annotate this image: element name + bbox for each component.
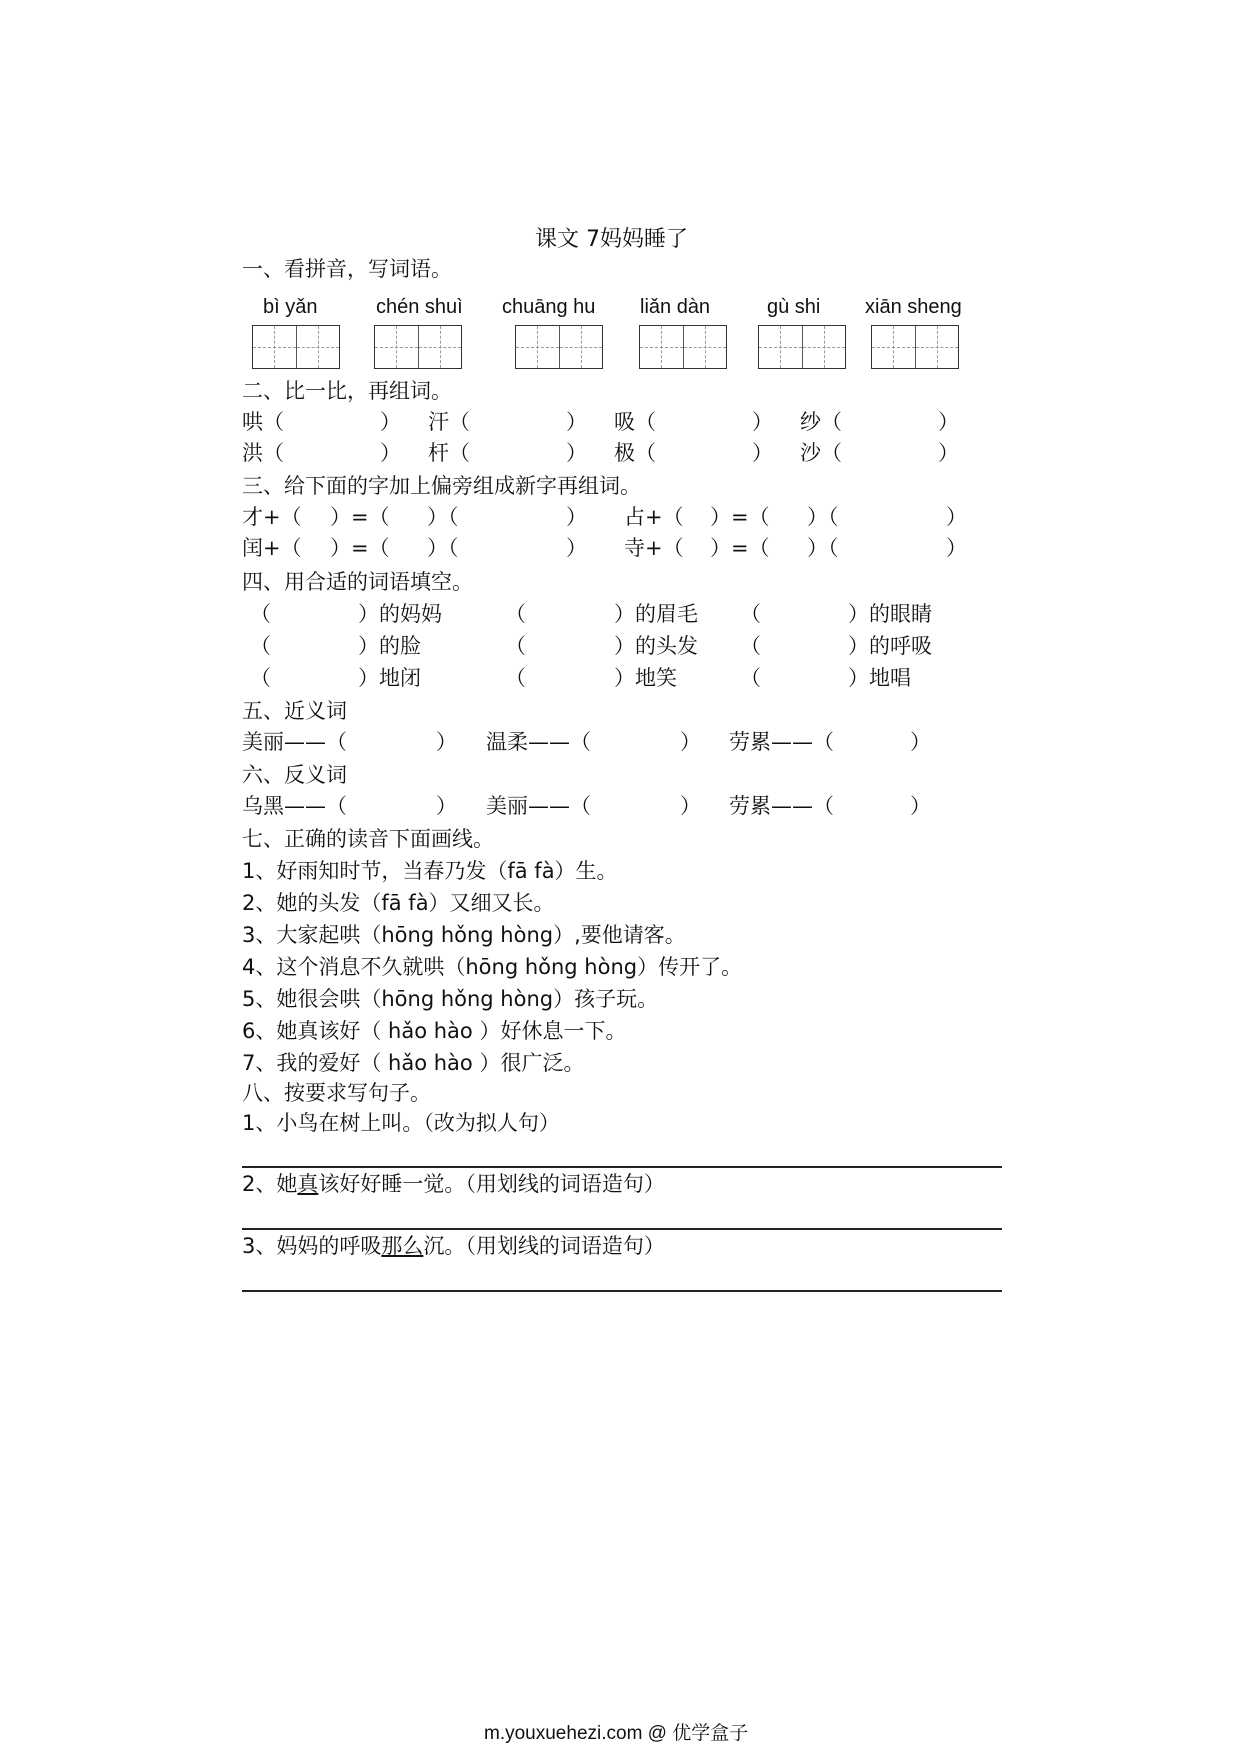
s7-item-5: 5、她很会哄（hōng hǒng hòng）孩子玩。 xyxy=(242,987,659,1011)
s3-r1-c5: 占+（ xyxy=(624,505,684,529)
section1-heading: 一、看拼音，写词语。 xyxy=(242,257,452,281)
s8-q3-pre: 3、妈妈的呼吸 xyxy=(242,1234,382,1258)
s2-r2-c7: 沙（ xyxy=(800,441,842,465)
s6-c2: ） xyxy=(436,794,457,818)
answer-line-3[interactable] xyxy=(242,1290,1002,1292)
s4-r1-c3: （ xyxy=(505,602,526,626)
s5-c3: 温柔——（ xyxy=(486,730,591,754)
s4-r1-c4: ）的眉毛 xyxy=(614,602,698,626)
s2-r1-c8: ） xyxy=(938,410,959,434)
s6-c6: ） xyxy=(910,794,931,818)
answer-line-2[interactable] xyxy=(242,1228,1002,1230)
s7-item-4: 4、这个消息不久就哄（hōng hǒng hòng）传开了。 xyxy=(242,955,743,979)
s4-r1-c1: （ xyxy=(250,602,271,626)
s4-r1-c5: （ xyxy=(740,602,761,626)
s3-r2-c5: 寺+（ xyxy=(624,536,684,560)
s7-item-2: 2、她的头发（fā fà）又细又长。 xyxy=(242,891,555,915)
s3-r2-c8: ） xyxy=(946,536,967,560)
s3-r1-c2: ）=（ xyxy=(330,505,390,529)
section7-heading: 七、正确的读音下面画线。 xyxy=(242,827,494,851)
writing-grid-5[interactable] xyxy=(758,325,846,369)
section4-heading: 四、用合适的词语填空。 xyxy=(242,570,473,594)
s8-q2-pre: 2、她 xyxy=(242,1172,298,1196)
s8-q2 xyxy=(242,1170,665,1198)
s8-q2-underlined: 真 xyxy=(297,1172,319,1196)
s2-r1-c1: 哄（ xyxy=(242,410,284,434)
s5-c1: 美丽——（ xyxy=(242,730,347,754)
s8-q3 xyxy=(242,1232,665,1260)
writing-grid-2[interactable] xyxy=(374,325,462,369)
s3-r2-c7: ）（ xyxy=(807,536,839,560)
s2-r1-c4: ） xyxy=(566,410,587,434)
pinyin-3: chuāng hu xyxy=(502,296,596,318)
s2-r1-c7: 纱（ xyxy=(800,410,842,434)
footer-watermark: m.youxuehezi.com @ 优学盒子 xyxy=(484,1723,749,1744)
s5-c6: ） xyxy=(910,730,931,754)
s4-r3-c1: （ xyxy=(250,666,271,690)
s4-r2-c5: （ xyxy=(740,634,761,658)
s2-r2-c1: 洪（ xyxy=(242,441,284,465)
s7-item-1: 1、好雨知时节，当春乃发（fā fà）生。 xyxy=(242,859,618,883)
s2-r2-c2: ） xyxy=(380,441,401,465)
s4-r2-c4: ）的头发 xyxy=(614,634,698,658)
s4-r3-c6: ）地唱 xyxy=(848,666,911,690)
s2-r1-c5: 吸（ xyxy=(614,410,656,434)
writing-grid-3[interactable] xyxy=(515,325,603,369)
s4-r2-c6: ）的呼吸 xyxy=(848,634,932,658)
pinyin-1: bì yǎn xyxy=(263,296,318,318)
s4-r2-c2: ）的脸 xyxy=(358,634,421,658)
pinyin-5: gù shi xyxy=(767,296,821,318)
s3-r2-c1: 闰+（ xyxy=(242,536,302,560)
s6-c5: 劳累——（ xyxy=(729,794,834,818)
s2-r2-c6: ） xyxy=(752,441,773,465)
section6-heading: 六、反义词 xyxy=(242,763,347,787)
s2-r2-c8: ） xyxy=(938,441,959,465)
section2-heading: 二、比一比，再组词。 xyxy=(242,379,452,403)
s2-r2-c4: ） xyxy=(566,441,587,465)
answer-line-1[interactable] xyxy=(242,1166,1002,1168)
writing-grid-1[interactable] xyxy=(252,325,340,369)
pinyin-2: chén shuì xyxy=(376,296,463,318)
s6-c1: 乌黑——（ xyxy=(242,794,347,818)
s4-r2-c1: （ xyxy=(250,634,271,658)
s2-r2-c3: 杆（ xyxy=(428,441,470,465)
s3-r1-c1: 才+（ xyxy=(242,505,302,529)
s2-r1-c2: ） xyxy=(380,410,401,434)
section3-heading: 三、给下面的字加上偏旁组成新字再组词。 xyxy=(242,474,641,498)
section8-heading: 八、按要求写句子。 xyxy=(242,1081,431,1105)
s3-r2-c4: ） xyxy=(566,536,587,560)
writing-grid-4[interactable] xyxy=(639,325,727,369)
s4-r3-c3: （ xyxy=(505,666,526,690)
s3-r1-c8: ） xyxy=(946,505,967,529)
s3-r1-c3: ）（ xyxy=(427,505,459,529)
s4-r3-c4: ）地笑 xyxy=(614,666,677,690)
s3-r2-c3: ）（ xyxy=(427,536,459,560)
s8-q3-post: 沉。（用划线的词语造句） xyxy=(423,1234,665,1258)
writing-grid-6[interactable] xyxy=(871,325,959,369)
s3-r1-c7: ）（ xyxy=(807,505,839,529)
s8-q1: 1、小鸟在树上叫。（改为拟人句） xyxy=(242,1111,560,1135)
s4-r1-c2: ）的妈妈 xyxy=(358,602,442,626)
s6-c3: 美丽——（ xyxy=(486,794,591,818)
s3-r1-c6: ）=（ xyxy=(710,505,770,529)
s7-item-6: 6、她真该好（ hǎo hào ）好休息一下。 xyxy=(242,1019,627,1043)
s5-c2: ） xyxy=(436,730,457,754)
page-title: 课文 7妈妈睡了 xyxy=(535,227,688,252)
s5-c4: ） xyxy=(680,730,701,754)
s2-r1-c3: 汗（ xyxy=(428,410,470,434)
pinyin-6: xiān sheng xyxy=(865,296,962,318)
s3-r1-c4: ） xyxy=(566,505,587,529)
s5-c5: 劳累——（ xyxy=(729,730,834,754)
s2-r1-c6: ） xyxy=(752,410,773,434)
s2-r2-c5: 极（ xyxy=(614,441,656,465)
s7-item-7: 7、我的爱好（ hǎo hào ）很广泛。 xyxy=(242,1051,585,1075)
section5-heading: 五、近义词 xyxy=(242,699,347,723)
s3-r2-c6: ）=（ xyxy=(710,536,770,560)
s7-item-3: 3、大家起哄（hōng hǒng hòng）,要他请客。 xyxy=(242,923,686,947)
s4-r3-c2: ）地闭 xyxy=(358,666,421,690)
s6-c4: ） xyxy=(680,794,701,818)
pinyin-4: liǎn dàn xyxy=(640,296,711,318)
s4-r3-c5: （ xyxy=(740,666,761,690)
s8-q3-underlined: 那么 xyxy=(381,1234,424,1258)
s4-r2-c3: （ xyxy=(505,634,526,658)
s8-q2-post: 该好好睡一觉。（用划线的词语造句） xyxy=(318,1172,665,1196)
s3-r2-c2: ）=（ xyxy=(330,536,390,560)
s4-r1-c6: ）的眼睛 xyxy=(848,602,932,626)
